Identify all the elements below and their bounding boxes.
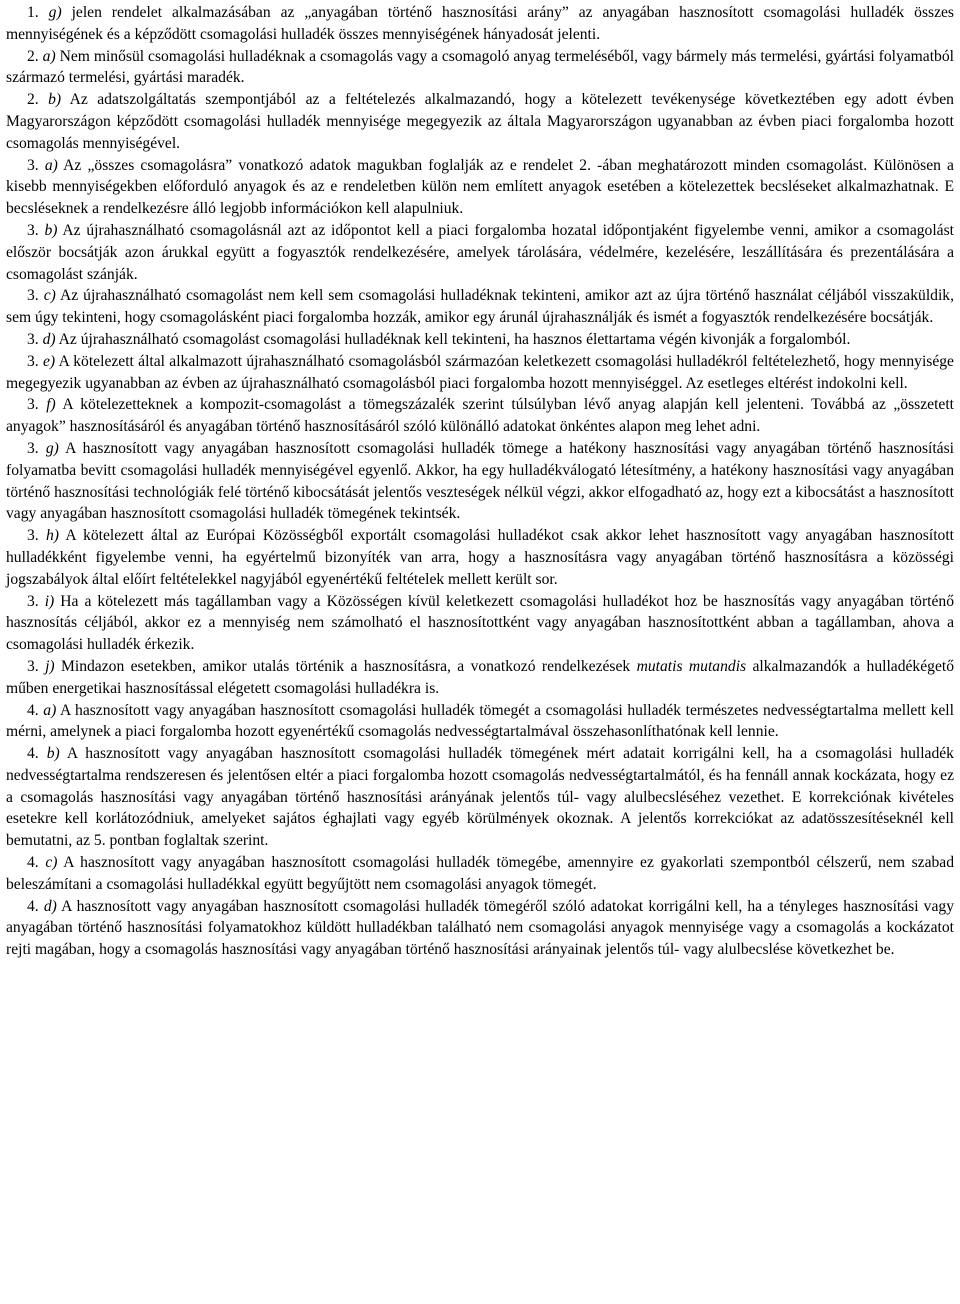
paragraph-text: jelen rendelet alkalmazásában az „anyagában történő hasznosítási arány” az anyagában hasznosított csomagolási hulladék összes mennyiségének és a képződött csomagolási hulladék összes mennyiségének hányadosát jelenti. xyxy=(6,4,955,43)
paragraph-number: 4. xyxy=(27,745,39,763)
paragraph-3e xyxy=(6,351,954,395)
paragraph-letter: c) xyxy=(45,854,58,872)
paragraph-text: Az „összes csomagolásra” vonatkozó adatok magukban foglalják az e rendelet 2. -ában meghatározott minden csomagolást. Különösen a kisebb mennyiségekben előforduló anyagok és az e rendeletben külön nem említett anyagok esetében a kötelezettek becsléseket alkalmazhatnak. E becsléseknek a rendelkezésre álló legjobb információkon kell alapulniuk. xyxy=(6,156,954,218)
paragraph-number: 3. xyxy=(27,527,39,545)
paragraph-number: 3. xyxy=(27,657,39,675)
paragraph-1g xyxy=(6,2,954,46)
paragraph-number: 3. xyxy=(27,221,39,239)
paragraph-letter: g) xyxy=(45,439,59,457)
paragraph-number: 1. xyxy=(27,4,39,21)
paragraph-letter: g) xyxy=(48,4,62,21)
paragraph-number: 3. xyxy=(27,439,39,457)
paragraph-letter: b) xyxy=(46,745,60,763)
paragraph-letter: f) xyxy=(46,396,56,414)
paragraph-text: Az újrahasználható csomagolásnál azt az időpontot kell a piaci forgalomba hozatal időpontjaként figyelembe venni, amikor a csomagolást először bocsátják azon árukkal együtt a fogyasztók rendelkezésére, amelyek tárolására, védelmére, kezelésére, leszállítására és prezentálására a csomagolást szánják. xyxy=(6,221,954,283)
paragraph-number: 3. xyxy=(27,287,39,305)
paragraph-number: 4. xyxy=(27,897,39,915)
paragraph-3c xyxy=(6,285,954,329)
paragraph-3f xyxy=(6,394,954,438)
paragraph-4d xyxy=(6,896,954,961)
paragraph-number: 3. xyxy=(27,330,39,348)
paragraph-3a xyxy=(6,155,954,220)
paragraph-letter: a) xyxy=(43,701,57,719)
paragraph-text: Mindazon esetekben, amikor utalás történik a hasznosításra, a vonatkozó rendelkezések xyxy=(61,657,637,675)
paragraph-3b xyxy=(6,220,954,285)
paragraph-text: Nem minősül csomagolási hulladéknak a csomagolás vagy a csomagoló anyag termeléséből, vagy bármely más termelési, gyártási folyamatból származó termelési, gyártási maradék. xyxy=(6,47,954,87)
paragraph-number: 3. xyxy=(27,592,39,610)
paragraph-text-end: alkalmazandók a hulladékégető műben energetikai hasznosítással elégetett csomagolási hulladékra is. xyxy=(6,657,955,697)
paragraph-text: A kötelezett által az Európai Közösségből exportált csomagolási hulladékot csak akkor lehet hasznosított vagy anyagában hasznosított hulladékként figyelembe venni, ha egyértelmű bizonyíték van arra, hogy a hasznosításra vagy anyagában történő hasznosításra a közösségi jogszabályok által előírt feltételekkel nagyjából egyenértékű feltételek mellett került sor. xyxy=(6,527,954,588)
paragraph-text: A hasznosított vagy anyagában hasznosított csomagolási hulladék tömegébe, amennyire ez gyakorlati szempontból célszerű, nem szabad beleszámítani a csomagolási hulladékkal együtt begyűjtött nem csomagolási anyagok tömegét. xyxy=(6,854,955,893)
paragraph-text: Ha a kötelezett más tagállamban vagy a Közösségen kívül keletkezett csomagolási hulladékot hoz be hasznosítás vagy anyagában történő hasznosítás céljából, akkor ez a mennyiség nem számolható el hasznosítottként vagy anyagában hasznosítottként abban a tagállamban, ahova a csomagolási hulladék érkezik. xyxy=(6,592,954,654)
latin-phrase: mutatis mutandis xyxy=(636,657,747,675)
paragraph-3j xyxy=(6,656,954,700)
paragraph-letter: a) xyxy=(44,156,58,174)
paragraph-number: 4. xyxy=(27,701,39,719)
paragraph-letter: e) xyxy=(43,352,56,370)
paragraph-letter: d) xyxy=(42,330,56,348)
paragraph-letter: b) xyxy=(44,221,58,239)
paragraph-4b xyxy=(6,743,954,852)
paragraph-3g xyxy=(6,438,954,525)
paragraph-letter: h) xyxy=(45,527,59,545)
paragraph-4a xyxy=(6,700,954,744)
paragraph-letter: d) xyxy=(43,897,57,915)
paragraph-text: A hasznosított vagy anyagában hasznosított csomagolási hulladék tömege a hatékony hasznosítási vagy anyagában történő hasznosítási folyamatba bevitt csomagolási hulladék mennyiségével egyenlő. Akkor, ha egy hulladékválogató létesítmény, a hatékony hasznosítási vagy anyagában történő hasznosítási technológiák felé történő kibocsátását jelentős veszteségek nélkül végzi, akkor elfogadható az, hogy ezt a kibocsátást a hasznosított vagy anyagában hasznosított csomagolási hulladék tömegének tekintsék. xyxy=(6,439,954,523)
paragraph-text: Az újrahasználható csomagolást csomagolási hulladéknak kell tekinteni, ha hasznos élettartama végén kivonják a forgalomból. xyxy=(58,330,851,348)
paragraph-text: A hasznosított vagy anyagában hasznosított csomagolási hulladék tömegét a csomagolási hulladék természetes nedvességtartalma mellett kell mérni, amelynek a piaci forgalomba hozott egyenértékű csomagolás nedvességtartalmával összehasonlíthatónak kell lennie. xyxy=(6,701,954,741)
paragraph-3i xyxy=(6,591,954,656)
paragraph-number: 3. xyxy=(27,352,39,370)
paragraph-number: 3. xyxy=(27,396,39,414)
paragraph-3h xyxy=(6,525,954,590)
paragraph-4c xyxy=(6,852,954,896)
paragraph-text: A kötelezetteknek a kompozit-csomagolást a tömegszázalék szerint túlsúlyban lévő anyag alapján kell jelenteni. Továbbá az „összetett anyagok” hasznosításáról és anyagában történő hasznosításáról szóló különálló adatokat önkéntes alapon meg lehet adni. xyxy=(6,396,955,436)
paragraph-letter: a) xyxy=(42,47,56,65)
paragraph-letter: b) xyxy=(48,91,62,109)
paragraph-2b xyxy=(6,89,954,154)
paragraph-number: 2. xyxy=(27,47,39,65)
paragraph-3d xyxy=(6,329,954,351)
paragraph-text: A hasznosított vagy anyagában hasznosított csomagolási hulladék tömegének mért adatait korrigálni kell, ha a csomagolási hulladék nedvességtartalma rendszeresen és jelentősen eltér a piaci forgalomba hozott csomagolás nedvességtartalmától, és ha fennáll annak kockázata, hogy ez a csomagolás hasznosítási vagy anyagában történő hasznosítási arányának jelentős túl- vagy alulbecsléséhez vezethet. E korrekciónak kivételes esetekre kell korlátozódniuk, amelyeket sajátos éghajlati vagy egyéb körülmények okoznak. A jelentős korrekciókat az adatösszesítéseknél kell bemutatni, az 5. pontban foglaltak szerint. xyxy=(6,745,954,850)
paragraph-2a xyxy=(6,46,954,90)
paragraph-number: 3. xyxy=(27,156,39,174)
paragraph-text: A kötelezett által alkalmazott újrahasználható csomagolásból származóan keletkezett csomagolási hulladékról feltételezhető, hogy mennyisége megegyezik ugyanabban az évben az újrahasználható csomagolásból piaci forgalomba hozott mennyiséggel. Az esetleges eltérést indokolni kell. xyxy=(6,352,954,392)
paragraph-number: 4. xyxy=(27,854,39,872)
paragraph-letter: c) xyxy=(43,287,56,305)
paragraph-text: Az adatszolgáltatás szempontjából az a feltételezés alkalmazandó, hogy a kötelezett tevékenysége következtében egy adott évben Magyarországon képződött csomagolási hulladék mennyisége megegyezik az általa Magyarországon ugyanabban az évben piaci forgalomba hozott csomagolás mennyiségével. xyxy=(6,91,954,152)
paragraph-letter: i) xyxy=(44,592,55,610)
paragraph-text: Az újrahasználható csomagolást nem kell sem csomagolási hulladéknak tekinteni, amikor azt az újra történő használat céljából visszaküldik, sem úgy tekinteni, hogy csomagolásként piaci forgalomba hozzák, amikor egy árunál újrahasználják és ismét a fogyasztók rendelkezésére bocsátják. xyxy=(6,287,954,327)
paragraph-letter: j) xyxy=(45,657,55,675)
paragraph-number: 2. xyxy=(27,91,39,109)
paragraph-text: A hasznosított vagy anyagában hasznosított csomagolási hulladék tömegéről szóló adatokat korrigálni kell, ha a tényleges hasznosítási vagy anyagában történő hasznosítási folyamatokhoz küldött hulladékban található nem csomagolási anyagok mennyisége vagy a csomagolás a kockázatot rejti magában, hogy a csomagolás hasznosítási vagy anyagában történő hasznosítási arányainak jelentős túl- vagy alulbecslése következhet be. xyxy=(6,897,954,959)
